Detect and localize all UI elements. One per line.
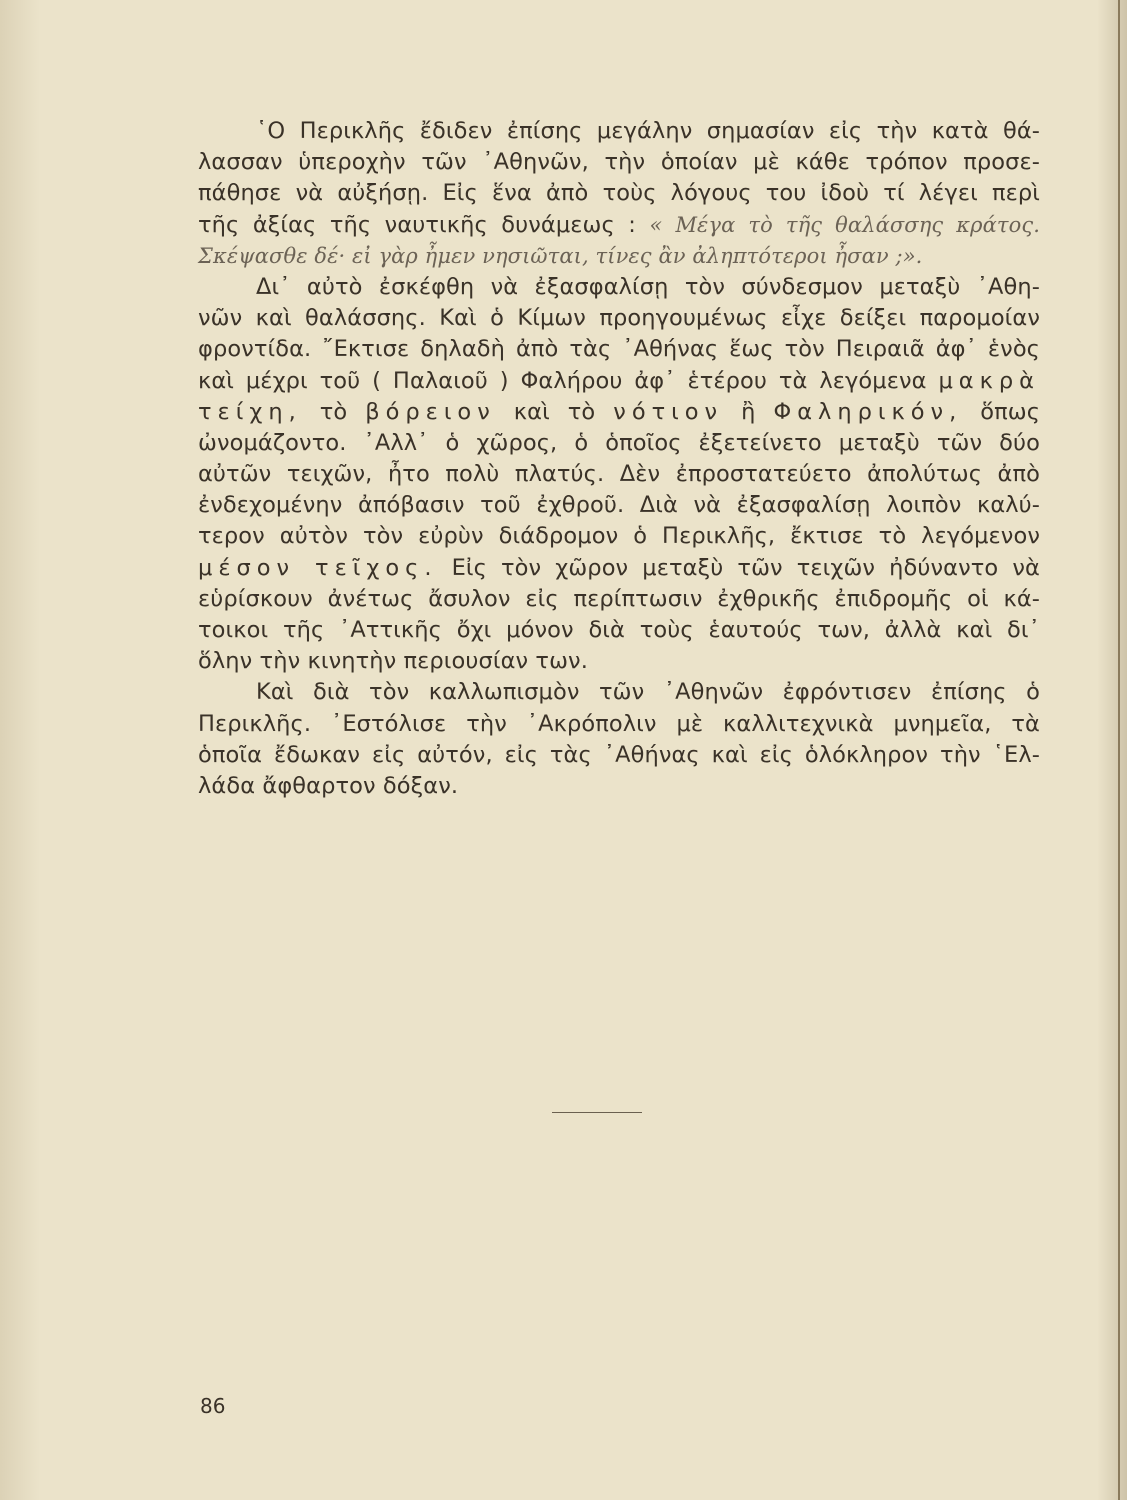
text-line: Περικλῆς. ᾿Εστόλισε τὴν ᾿Ακρόπολιν μὲ καλλιτεχνικὰ μνημεῖα, τὰ [198, 710, 1040, 737]
text-line: ὁποῖα ἔδωκαν εἰς αὐτόν, εἰς τὰς ᾿Αθήνας καὶ εἰς ὁλόκληρον τὴν ῾Ελ- [198, 741, 1040, 768]
emphasized-term: βόρειον [365, 398, 496, 425]
text-line: φροντίδα. ῎Εκτισε δηλαδὴ ἀπὸ τὰς ᾿Αθήνας ἕως τὸν Πειραιᾶ ἀφ᾿ ἑνὸς [198, 336, 1040, 363]
text-line: Καὶ διὰ τὸν καλλωπισμὸν τῶν ᾿Αθηνῶν ἐφρόντισεν ἐπίσης ὁ [256, 679, 1040, 706]
text-line [198, 397, 1040, 428]
text-segment: καὶ μέχρι τοῦ ( Παλαιοῦ ) Φαλήρου ἀφ᾿ ἑτέρου τὰ λεγόμενα [198, 367, 939, 394]
text-segment: ἢ [723, 398, 774, 425]
text-line: ῾Ο Περικλῆς ἔδιδεν ἐπίσης μεγάλην σημασίαν εἰς τὴν κατὰ θά- [256, 118, 1040, 144]
paragraph-3 [198, 677, 1040, 802]
emphasized-term: Φαληρικόν, [773, 398, 963, 425]
page-number: 86 [200, 1394, 226, 1418]
text-line [198, 241, 1040, 272]
text-line: αὐτῶν τειχῶν, ἦτο πολὺ πλατύς. Δὲν ἐπροστατεύετο ἀπολύτως ἀπὸ [198, 461, 1040, 488]
quote-text: « Μέγα τὸ τῆς θαλάσσης κράτος. [649, 212, 1040, 237]
text-line [198, 210, 1040, 241]
text-segment: τῆς ἀξίας τῆς ναυτικῆς δυνάμεως : [198, 211, 650, 238]
text-line: ἐνδεχομένην ἀπόβασιν τοῦ ἐχθροῦ. Διὰ νὰ ἐξασφαλίσῃ λοιπὸν καλύ- [198, 492, 1040, 519]
paragraph-1 [198, 116, 1040, 272]
section-separator [552, 1112, 642, 1113]
text-line: εὑρίσκουν ἀνέτως ἄσυλον εἰς περίπτωσιν ἐχθρικῆς ἐπιδρομῆς οἱ κά- [198, 585, 1040, 612]
quote-text: Σκέψασθε δέ· εἰ γὰρ ἦμεν νησιῶται, τίνες ἂν ἀληπτότεροι ἦσαν ;». [198, 243, 923, 268]
text-segment: τὸ [301, 398, 366, 425]
text-line: τερον αὐτὸν τὸν εὐρὺν διάδρομον ὁ Περικλῆς, ἔκτισε τὸ λεγόμενον [198, 523, 1040, 550]
emphasized-term: μέσον τεῖχος. [198, 554, 438, 581]
text-line: ὠνομάζοντο. ᾿Αλλ᾿ ὁ χῶρος, ὁ ὁποῖος ἐξετείνετο μεταξὺ τῶν δύο [198, 429, 1040, 456]
text-segment: καὶ τὸ [495, 398, 614, 425]
body-text [198, 116, 1040, 802]
text-line: ὅλην τὴν κινητὴν περιουσίαν των. [198, 648, 588, 675]
paragraph-2 [198, 272, 1040, 677]
text-line: νῶν καὶ θαλάσσης. Καὶ ὁ Κίμων προηγουμένως εἶχε δείξει παρομοίαν [198, 305, 1040, 332]
text-line: Δι᾿ αὐτὸ ἐσκέφθη νὰ ἐξασφαλίσῃ τὸν σύνδεσμον μεταξὺ ᾿Αθη- [256, 273, 1040, 300]
text-segment: Εἰς τὸν χῶρον μεταξὺ τῶν τειχῶν ἠδύναντο νὰ [437, 554, 1040, 581]
text-segment: ὅπως [962, 398, 1041, 425]
text-line: τοικοι τῆς ᾿Αττικῆς ὄχι μόνον διὰ τοὺς ἑαυτούς των, ἀλλὰ καὶ δι᾿ [198, 617, 1040, 643]
text-line [198, 366, 1040, 397]
text-line [198, 553, 1040, 584]
emphasized-term: νότιον [613, 398, 724, 425]
text-line: λασσαν ὑπεροχὴν τῶν ᾿Αθηνῶν, τὴν ὁποίαν μὲ κάθε τρόπον προσε- [198, 149, 1040, 176]
text-line: πάθησε νὰ αὐξήσῃ. Εἰς ἕνα ἀπὸ τοὺς λόγους του ἰδοὺ τί λέγει περὶ [198, 180, 1040, 207]
text-line: λάδα ἄφθαρτον δόξαν. [198, 772, 459, 799]
emphasized-term: μακρὰ [938, 367, 1040, 394]
page-edge [1118, 0, 1120, 1500]
emphasized-term: τείχη, [198, 398, 302, 425]
